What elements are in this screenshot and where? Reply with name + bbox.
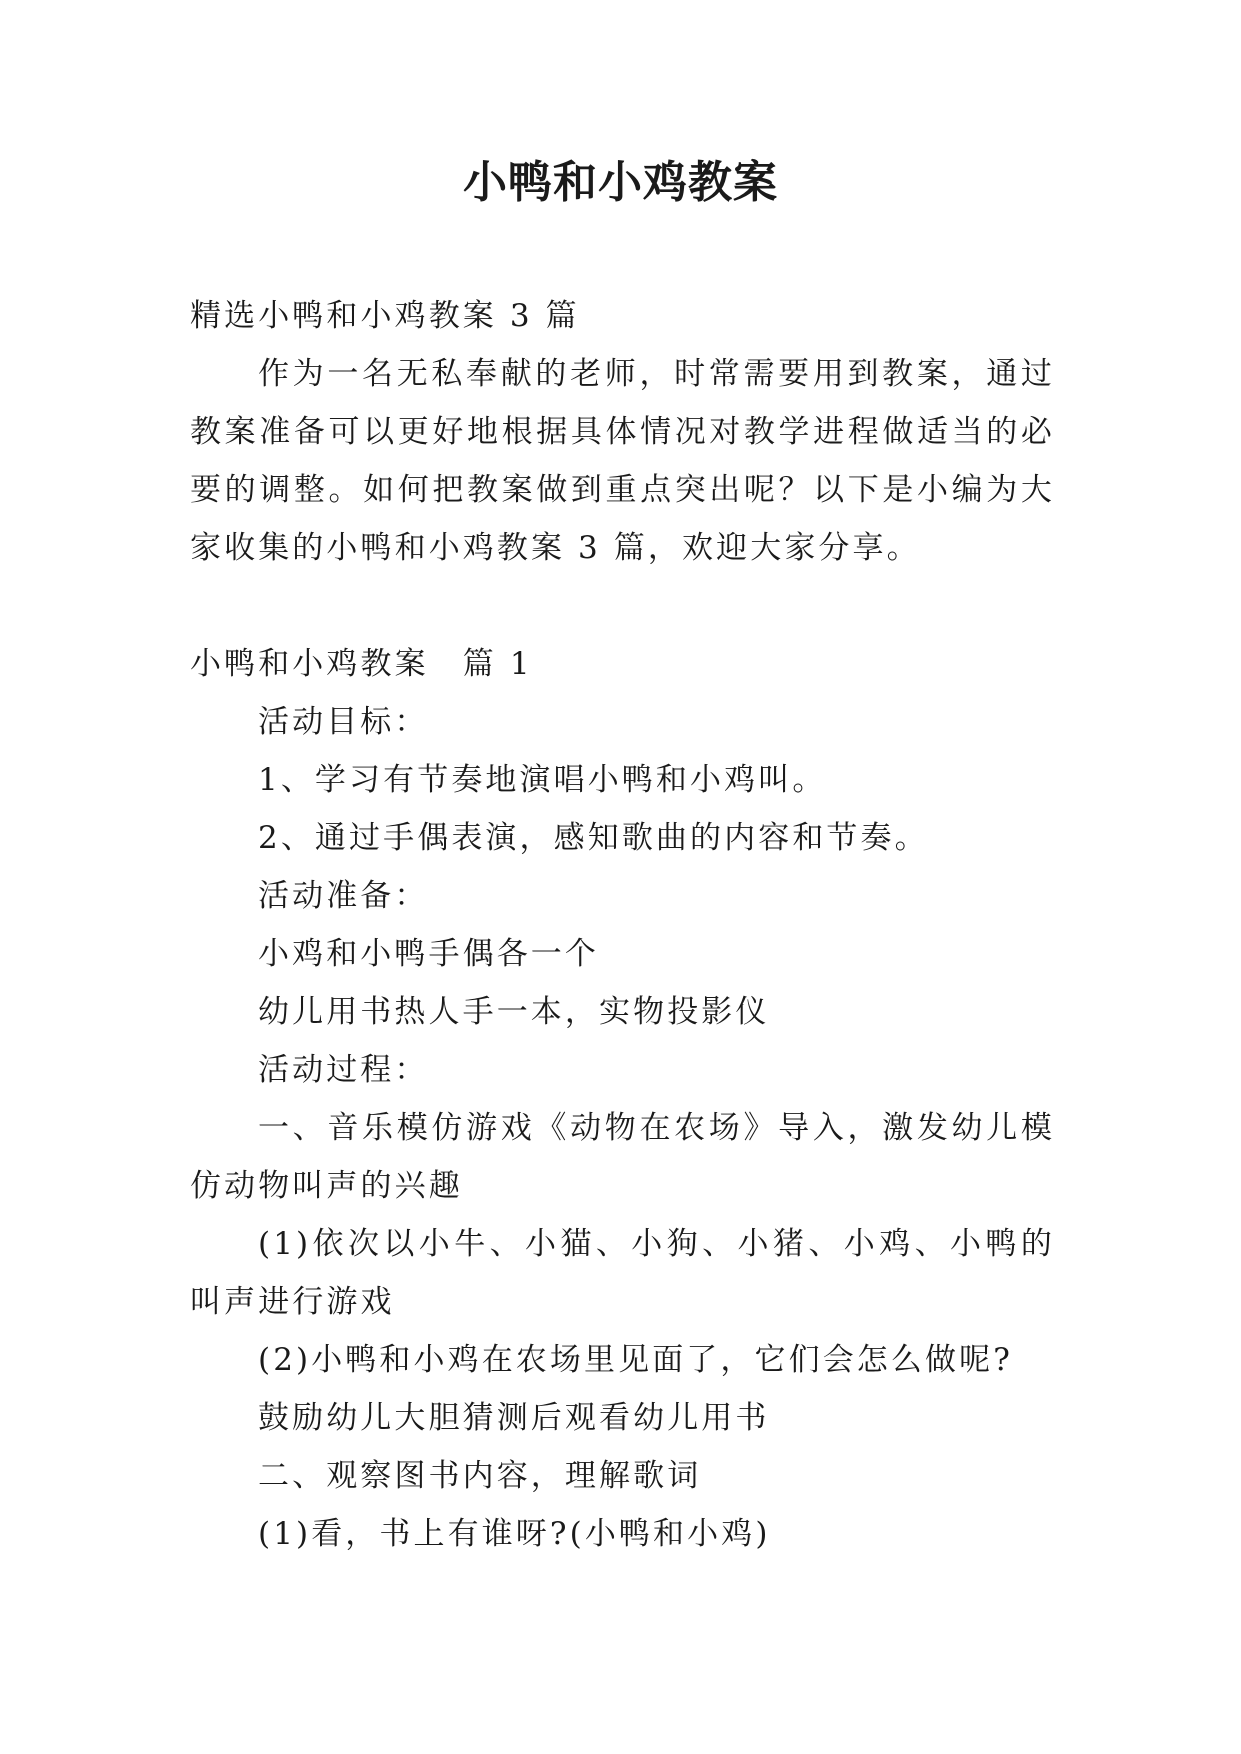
paragraph-activity-goals-label: 活动目标：	[258, 704, 429, 740]
document-body	[190, 287, 1055, 1563]
paragraph-process-step-1a: (1)依次以小牛、小猫、小狗、小猪、小鸡、小鸭的叫声进行游戏	[190, 1226, 1055, 1320]
section-spacer	[190, 577, 1055, 635]
paragraph-process-step-1: 一、音乐模仿游戏《动物在农场》导入，激发幼儿模仿动物叫声的兴趣	[190, 1110, 1055, 1204]
paragraph-preparation-label: 活动准备：	[258, 878, 429, 914]
intro-paragraph: 作为一名无私奉献的老师，时常需要用到教案，通过教案准备可以更好地根据具体情况对教学进程做适当的必要的调整。如何把教案做到重点突出呢？以下是小编为大家收集的小鸭和小鸡教案 3 篇，欢迎大家分享。	[190, 356, 1055, 566]
paragraph-goal-1: 1、学习有节奏地演唱小鸭和小鸡叫。	[258, 762, 827, 798]
paragraph-process-step-2: 二、观察图书内容，理解歌词	[258, 1458, 702, 1494]
paragraph-preparation-2: 幼儿用书热人手一本，实物投影仪	[258, 994, 770, 1030]
paragraph-process-step-1c: 鼓励幼儿大胆猜测后观看幼儿用书	[258, 1400, 770, 1436]
paragraph-process-step-2a: (1)看，书上有谁呀?(小鸭和小鸡)	[258, 1516, 771, 1552]
paragraph-preparation-1: 小鸡和小鸭手偶各一个	[258, 936, 599, 972]
document-title: 小鸭和小鸡教案	[463, 157, 778, 208]
paragraph-process-label: 活动过程：	[258, 1052, 429, 1088]
section-heading: 小鸭和小鸡教案 篇 1	[190, 646, 533, 682]
paragraph-goal-2: 2、通过手偶表演，感知歌曲的内容和节奏。	[258, 820, 929, 856]
document-subtitle: 精选小鸭和小鸡教案 3 篇	[190, 298, 580, 334]
paragraph-process-step-1b: (2)小鸭和小鸡在农场里见面了，它们会怎么做呢?	[258, 1342, 1013, 1378]
